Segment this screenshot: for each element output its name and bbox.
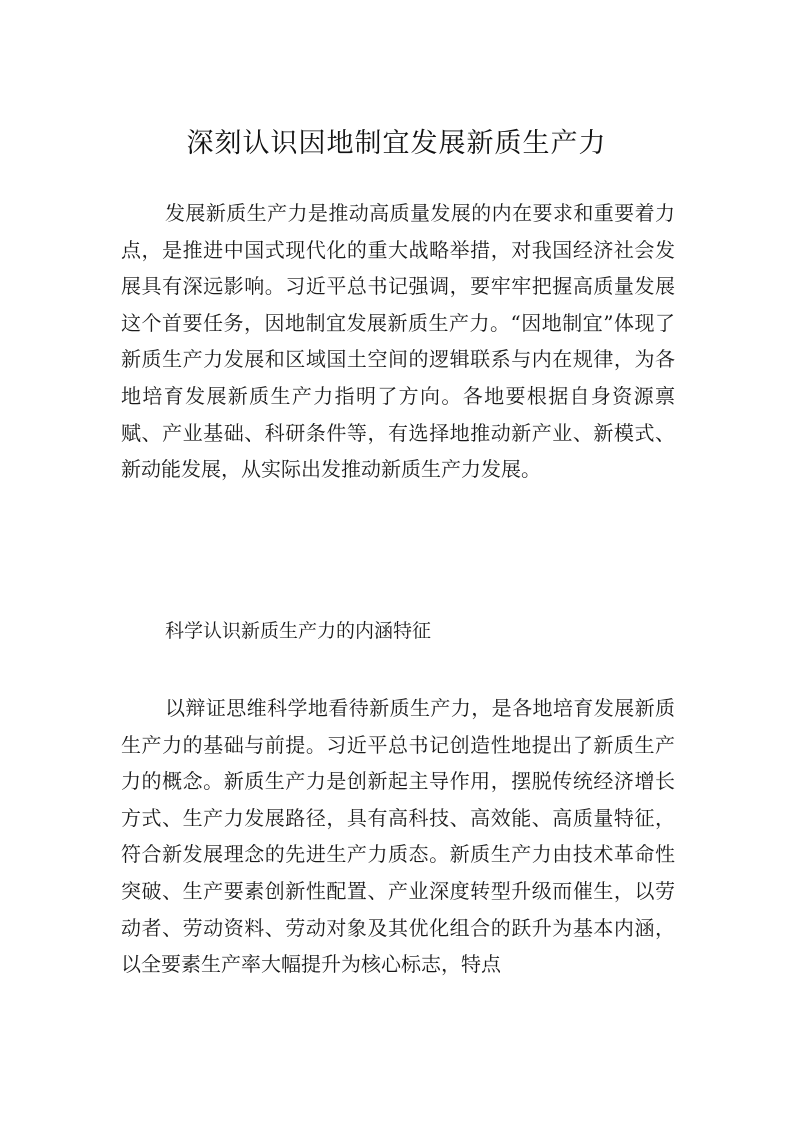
section-heading: 科学认识新质生产力的内涵特征 bbox=[165, 620, 432, 642]
paragraph-intro: 发展新质生产力是推动高质量发展的内在要求和重要着力点，是推进中国式现代化的重大战略举措，对我国经济社会发展具有深远影响。习近平总书记强调，要牢牢把握高质量发展这个首要任务，因地制宜发展新质生产力。“因地制宜”体现了新质生产力发展和区域国土空间的逻辑联系与内在规律，为各地培育发展新质生产力指明了方向。各地要根据自身资源禀赋、产业基础、科研条件等，有选择地推动新产业、新模式、新动能发展，从实际出发推动新质生产力发展。 bbox=[121, 201, 675, 482]
paragraph-body: 以辩证思维科学地看待新质生产力，是各地培育发展新质生产力的基础与前提。习近平总书记创造性地提出了新质生产力的概念。新质生产力是创新起主导作用，摆脱传统经济增长方式、生产力发展路径，具有高科技、高效能、高质量特征，符合新发展理念的先进生产力质态。新质生产力由技术革命性突破、生产要素创新性配置、产业深度转型升级而催生，以劳动者、劳动资料、劳动对象及其优化组合的跃升为基本内涵，以全要素生产率大幅提升为核心标志，特点 bbox=[121, 696, 675, 977]
document-title: 深刻认识因地制宜发展新质生产力 bbox=[186, 128, 607, 159]
